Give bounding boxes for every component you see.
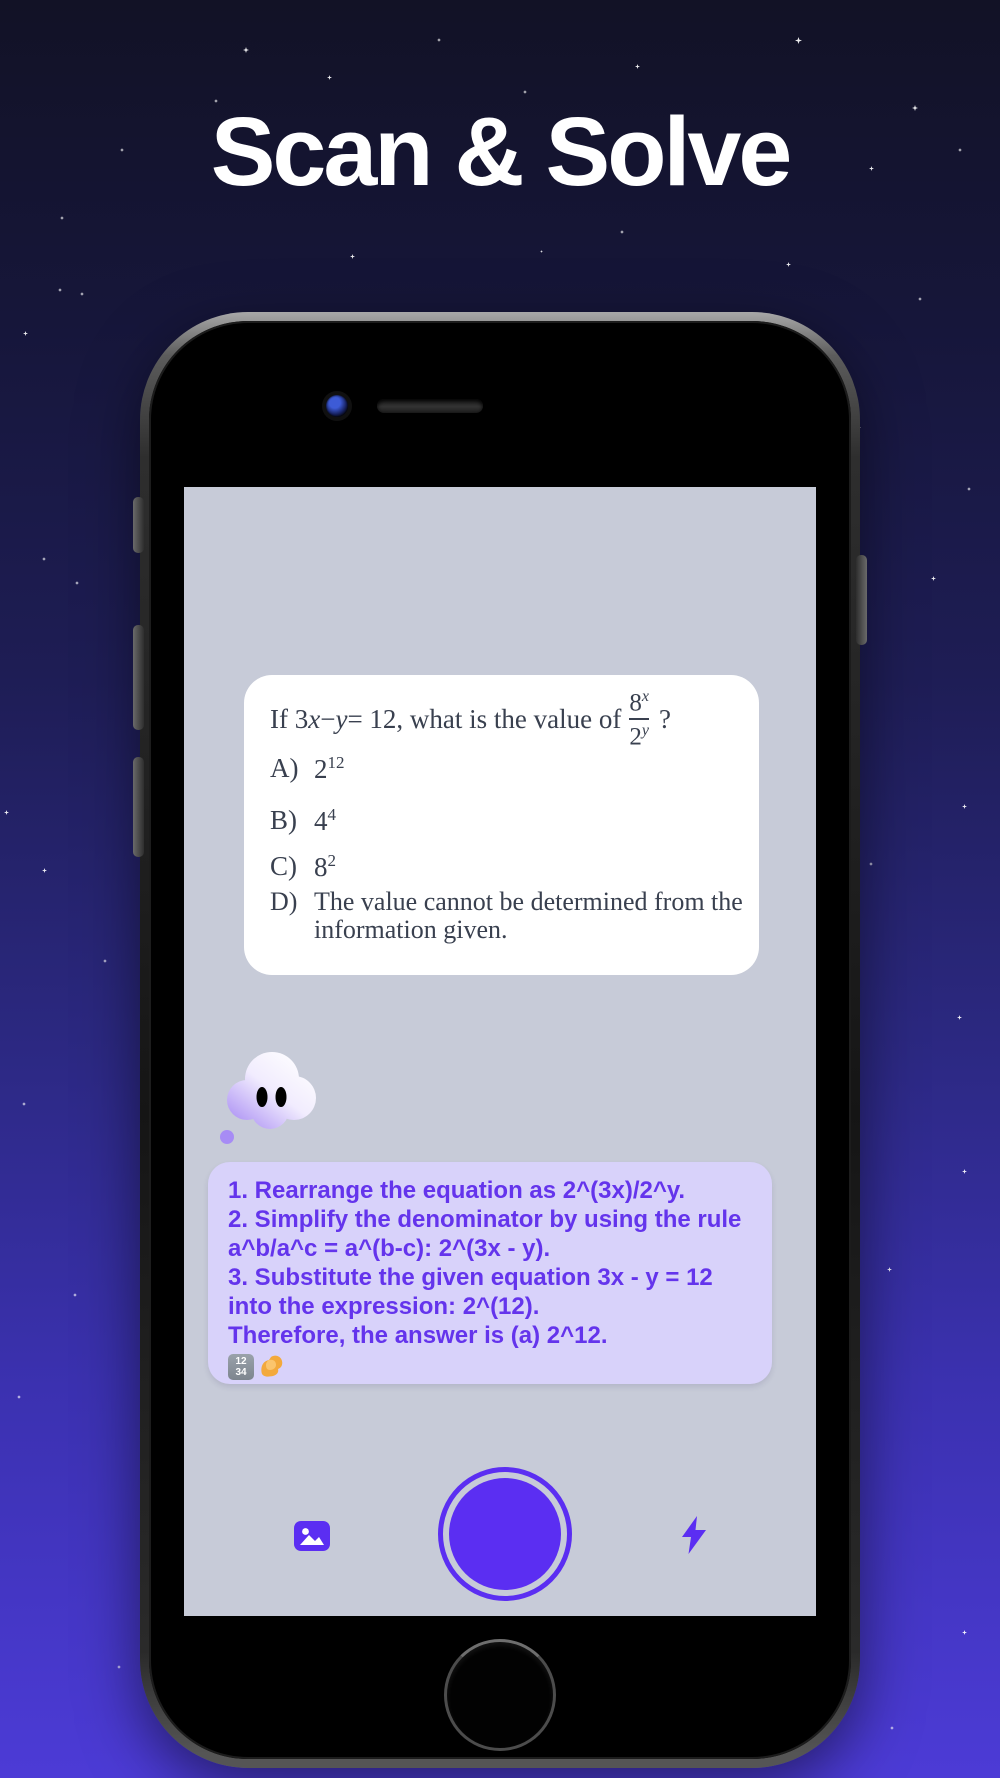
flash-button[interactable] xyxy=(678,1515,710,1557)
flash-icon xyxy=(681,1516,707,1554)
fraction: $\frac{8^x}{2^y}$ xyxy=(629,687,649,751)
solution-step: 1. Rearrange the equation as 2^(3x)/2^y. xyxy=(228,1177,686,1204)
phone-screen xyxy=(184,487,816,1616)
solution-conclusion: Therefore, the answer is (a) 2^12. xyxy=(228,1322,608,1349)
home-button[interactable] xyxy=(444,1639,556,1751)
volume-down-button[interactable] xyxy=(133,757,144,857)
power-button[interactable] xyxy=(856,555,867,645)
capture-button-inner xyxy=(449,1478,561,1590)
cloud-eye-left xyxy=(257,1087,268,1107)
front-camera-icon xyxy=(326,395,348,417)
gallery-button[interactable] xyxy=(288,1517,336,1557)
phone-mockup xyxy=(140,312,860,1768)
option-d: D) The value cannot be determined from the information given. xyxy=(270,887,743,944)
thinking-cloud-emoji xyxy=(218,1043,326,1145)
page-title: Scan & Solve xyxy=(210,97,790,206)
option-b: B) $4^4$ xyxy=(270,805,336,836)
solution-step: 3. Substitute the given equation 3x - y = 12 into the expression: 2^(12). xyxy=(228,1264,713,1320)
volume-up-button[interactable] xyxy=(133,625,144,730)
option-a: A) $2^{12}$ xyxy=(270,753,345,784)
solution-emojis xyxy=(228,1353,752,1381)
camera-controls-bar xyxy=(184,1467,816,1607)
capture-button[interactable] xyxy=(438,1467,572,1601)
solution-step: 2. Simplify the denominator by using the rule a^b/a^c = a^(b-c): 2^(3x - y). xyxy=(228,1206,742,1262)
flexed-biceps-emoji xyxy=(259,1353,287,1381)
cloud-eye-right xyxy=(276,1087,287,1107)
gallery-icon xyxy=(294,1521,330,1551)
solution-box xyxy=(208,1162,772,1384)
math-problem-card xyxy=(244,675,759,975)
question-text: If 3 x − y = 12, what is the value of $\frac{8^x}{2^y}$ ? xyxy=(270,687,671,751)
keypad-numbers-emoji: 12 34 xyxy=(228,1354,254,1380)
option-c: C) $8^2$ xyxy=(270,851,336,882)
mute-switch[interactable] xyxy=(133,497,144,553)
speaker-grille xyxy=(377,399,483,413)
thought-bubble-dot xyxy=(220,1130,234,1144)
